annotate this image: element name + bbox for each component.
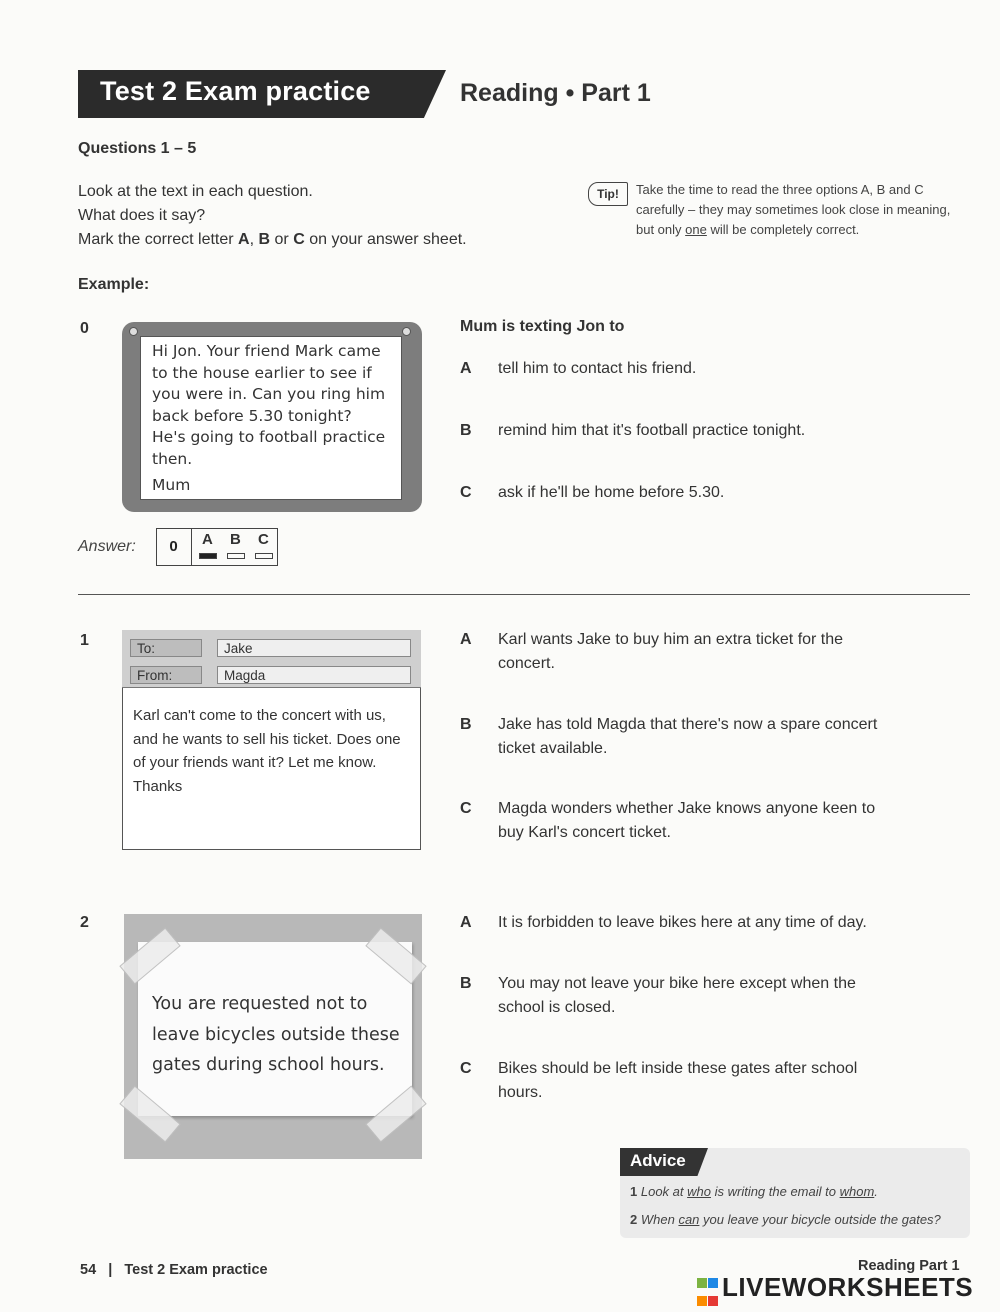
q1-option-c-letter: C [460,800,472,817]
answer-letter-a: A [202,531,213,548]
email-body [133,704,415,798]
q2-option-c: Bikes should be left inside these gates after school hours. [498,1060,858,1101]
footer-right: Reading Part 1 [858,1258,960,1274]
answer-letter-c: C [258,531,269,548]
instruction-line-3: Mark the correct letter A, B or C on your answer sheet. [78,231,467,248]
answer-label: Answer: [78,538,136,555]
answer-mark-b[interactable] [227,553,245,559]
advice-item-1: 1 Look at who is writing the email to whom. [630,1184,878,1199]
screw-icon [129,327,138,336]
email-from-label: From: [130,666,202,684]
tip-text: Take the time to read the three options A, B and C carefully – they may sometimes look close in meaning, but only one will be completely correct. [636,182,951,237]
instruction-line-1: Look at the text in each question. [78,183,313,200]
q2-option-a: It is forbidden to leave bikes here at any time of day. [498,914,867,931]
section-divider [78,594,970,595]
page-number: 54 [80,1262,97,1278]
q2-option-b-letter: B [460,975,472,992]
example-label: Example: [78,276,150,293]
answer-mark-c[interactable] [255,553,273,559]
text-message-body: Hi Jon. Your friend Mark came to the house earlier to see if you were in. Can you ring him back before 5.30 tonight? He's going to football practice then. [152,342,386,468]
instruction-line-2: What does it say? [78,207,206,224]
example-option-c-letter: C [460,484,472,501]
section-title: Reading • Part 1 [460,79,651,107]
email-sign-off: Thanks [133,777,183,795]
example-option-b-letter: B [460,422,472,439]
example-number: 0 [80,320,89,337]
answer-letter-b: B [230,531,241,548]
email-message: Karl can't come to the concert with us, and he wants to sell his ticket. Does one of your friends want it? Let me know. [133,707,401,771]
example-option-a-letter: A [460,360,472,377]
q2-option-b: You may not leave your bike here except when the school is closed. [498,975,856,1016]
q1-option-c: Magda wonders whether Jake knows anyone keen to buy Karl's concert ticket. [498,800,876,841]
q1-option-b: Jake has told Magda that there's now a spare concert ticket available. [498,716,878,757]
example-stem: Mum is texting Jon to [460,318,625,335]
screw-icon [402,327,411,336]
q2-option-a-letter: A [460,914,472,931]
question-2-number: 2 [80,914,89,931]
footer-title: Test 2 Exam practice [124,1262,268,1278]
questions-heading: Questions 1 – 5 [78,140,197,157]
email-from-field: Magda [217,666,411,684]
answer-number: 0 [156,528,192,566]
email-to-field: Jake [217,639,411,657]
example-option-b: remind him that it's football practice tonight. [498,422,806,439]
question-1-number: 1 [80,632,89,649]
example-option-c: ask if he'll be home before 5.30. [498,484,725,501]
page-title: Test 2 Exam practice [100,76,371,106]
answer-mark-a-selected[interactable] [199,553,217,559]
q1-option-b-letter: B [460,716,472,733]
footer-left: 54 | Test 2 Exam practice [80,1262,268,1278]
liveworksheets-logo-icon [697,1276,719,1298]
email-to-label: To: [130,639,202,657]
example-option-a: tell him to contact his friend. [498,360,697,377]
q2-option-c-letter: C [460,1060,472,1077]
q1-option-a-letter: A [460,631,472,648]
liveworksheets-watermark[interactable]: LIVEWORKSHEETS [722,1272,974,1302]
notice-text: You are requested not to leave bicycles outside these gates during school hours. [152,994,400,1075]
text-message-signature: Mum [152,476,191,494]
advice-item-2: 2 When can you leave your bicycle outside the gates? [630,1212,941,1227]
q1-option-a: Karl wants Jake to buy him an extra ticket for the concert. [498,631,844,672]
tip-badge: Tip! [588,182,628,206]
text-message [140,336,402,500]
advice-title: Advice [630,1151,686,1170]
instructions [78,180,467,252]
